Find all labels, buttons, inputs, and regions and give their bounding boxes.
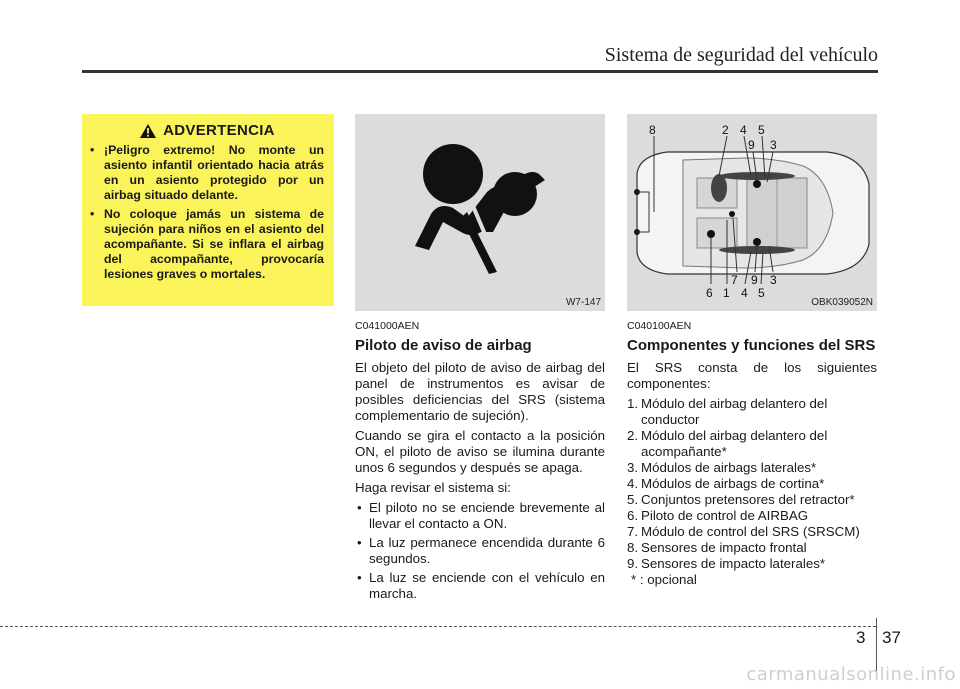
section-title: Componentes y funciones del SRS	[627, 337, 876, 354]
paragraph: El objeto del piloto de aviso de airbag del panel de instrumentos es avisar de posibles deficiencias del SRS (sistema complementario de sujeción).	[355, 360, 605, 423]
page-header-title: Sistema de seguridad del vehículo	[604, 44, 878, 66]
list-item: • El piloto no se enciende brevemente al llevar el contacto a ON.	[355, 500, 605, 532]
warning-list	[90, 143, 324, 282]
warning-triangle-icon	[139, 123, 157, 139]
header-rule	[82, 70, 878, 73]
srs-components-figure	[627, 114, 877, 311]
callout-label: 3	[770, 138, 777, 152]
list-item: 7. Módulo de control del SRS (SRSCM)	[627, 524, 860, 539]
warning-item: • ¡Peligro extremo! No monte un asiento infantil orientado hacia atrás en un asiento protegido por un airbag situado delante.	[90, 143, 324, 203]
callout-label: 4	[741, 286, 748, 300]
warning-item: • No coloque jamás un sistema de sujeción para niños en el asiento del acompañante. Si se inflara el airbag del acompañante, provocaría lesiones graves o mortales.	[90, 207, 324, 282]
callout-label: 8	[649, 123, 656, 137]
callout-label: 9	[751, 273, 758, 287]
section-airbag-warning	[355, 318, 605, 605]
callout-label: 5	[758, 286, 765, 300]
list-item: 9. Sensores de impacto laterales*	[627, 556, 826, 571]
footer-rule	[0, 626, 876, 627]
callout-label: 5	[758, 123, 765, 137]
list-item: 4. Módulos de airbags de cortina*	[627, 476, 825, 491]
callout-label: 2	[722, 123, 729, 137]
paragraph: Haga revisar el sistema si:	[355, 480, 511, 495]
paragraph: Cuando se gira el contacto a la posición ON, el piloto de aviso se ilumina durante unos 6 segundos y después se apaga.	[355, 428, 605, 475]
list-item: • La luz permanece encendida durante 6 segundos.	[355, 535, 605, 567]
list-item: 2. Módulo del airbag delantero del acompañante*	[627, 428, 828, 459]
optional-note: * : opcional	[631, 572, 697, 587]
bullet-list	[355, 500, 605, 602]
airbag-warning-icon	[355, 114, 605, 311]
list-item: 8. Sensores de impacto frontal	[627, 540, 807, 555]
warning-box	[82, 114, 334, 306]
section-title: Piloto de aviso de airbag	[355, 337, 532, 354]
car-top-view-diagram	[627, 114, 877, 311]
callout-label: 4	[740, 123, 747, 137]
warning-title: ADVERTENCIA	[163, 122, 275, 139]
page-number: 37	[882, 628, 901, 647]
chapter-number: 3	[856, 628, 866, 647]
list-item: 3. Módulos de airbags laterales*	[627, 460, 817, 475]
section-code: C040100AEN	[627, 320, 692, 332]
airbag-warning-figure	[355, 114, 605, 311]
watermark: carmanualsonline.info	[746, 664, 956, 685]
callout-label: 6	[706, 286, 713, 300]
warning-header	[90, 122, 324, 139]
numbered-list	[627, 396, 877, 572]
callout-label: 1	[723, 286, 730, 300]
callout-label: 9	[748, 138, 755, 152]
paragraph: El SRS consta de los siguientes componentes:	[627, 360, 877, 391]
callout-label: 3	[770, 273, 777, 287]
list-item: 5. Conjuntos pretensores del retractor*	[627, 492, 855, 507]
list-item: • La luz se enciende con el vehículo en marcha.	[355, 570, 605, 602]
section-srs-components	[627, 318, 877, 588]
section-code: C041000AEN	[355, 320, 420, 332]
figure-label: W7-147	[565, 297, 601, 308]
list-item: 6. Piloto de control de AIRBAG	[627, 508, 809, 523]
figure-label: OBK039052N	[811, 297, 873, 308]
list-item: 1. Módulo del airbag delantero del conductor	[627, 396, 828, 427]
callout-label: 7	[731, 273, 738, 287]
